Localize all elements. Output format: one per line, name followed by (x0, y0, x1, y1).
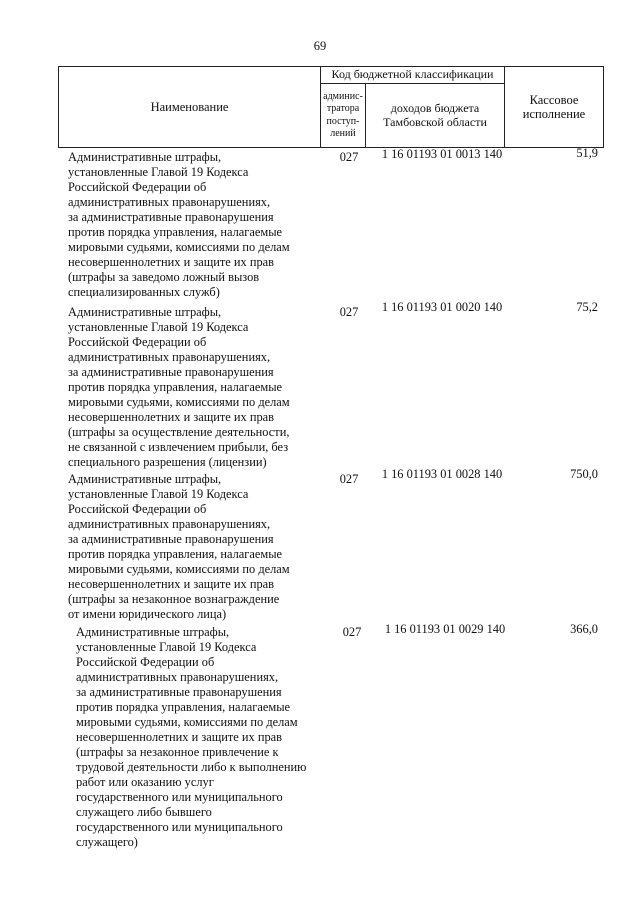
row-admin-code: 027 (342, 625, 362, 639)
row-amount: 51,9 (576, 146, 598, 160)
header-cash: Кассовое исполнение (522, 92, 586, 121)
row-revenue-code: 1 16 01193 01 0029 140 (384, 622, 506, 636)
header-admin: админис- тратора поступ- лений (323, 90, 363, 139)
row-revenue-code: 1 16 01193 01 0013 140 (381, 147, 503, 161)
row-revenue-code: 1 16 01193 01 0028 140 (381, 467, 503, 481)
header-border-right (603, 66, 604, 148)
row-admin-code: 027 (339, 305, 359, 319)
row-amount: 366,0 (570, 622, 598, 636)
header-revenue: доходов бюджета Тамбовской области (383, 100, 487, 129)
row-name: Административные штрафы, установленные Главой 19 Кодекса Российской Федерации об административных правонарушениях, за административные правонарушения против порядка управления, налагаемые мировыми судьями, комиссиями по делам несовершеннолетних и защите их прав (штрафы за заведомо ложный вызов специализированных служб) (68, 150, 290, 299)
row-name: Административные штрафы, установленные Главой 19 Кодекса Российской Федерации об административных правонарушениях, за административные правонарушения против порядка управления, налагаемые мировыми судьями, комиссиями по делам несовершеннолетних и защите их прав (штрафы за осуществление деятельности, не связанной с извлечением прибыли, без специального разрешения (лицензии) (68, 305, 290, 469)
row-revenue-code: 1 16 01193 01 0020 140 (381, 300, 503, 314)
row-amount: 750,0 (570, 467, 598, 481)
header-name: Наименование (150, 99, 229, 114)
page-number: 69 (313, 39, 327, 53)
table-header (58, 66, 604, 148)
row-name: Административные штрафы, установленные Главой 19 Кодекса Российской Федерации об административных правонарушениях, за административные правонарушения против порядка управления, налагаемые мировыми судьями, комиссиями по делам несовершеннолетних и защите их прав (штрафы за незаконное вознаграждение от имени юридического лица) (68, 472, 290, 621)
header-code-group: Код бюджетной классификации (331, 67, 494, 82)
row-amount: 75,2 (576, 300, 598, 314)
row-admin-code: 027 (339, 472, 359, 486)
row-admin-code: 027 (339, 150, 359, 164)
row-name: Административные штрафы, установленные Главой 19 Кодекса Российской Федерации об административных правонарушениях, за административные правонарушения против порядка управления, налагаемые мировыми судьями, комиссиями по делам несовершеннолетних и защите их прав (штрафы за незаконное привлечение к трудовой деятельности либо к выполнению работ или оказанию услуг государственного или муниципального служащего либо бывшего государственного или муниципального служащего) (76, 625, 307, 849)
